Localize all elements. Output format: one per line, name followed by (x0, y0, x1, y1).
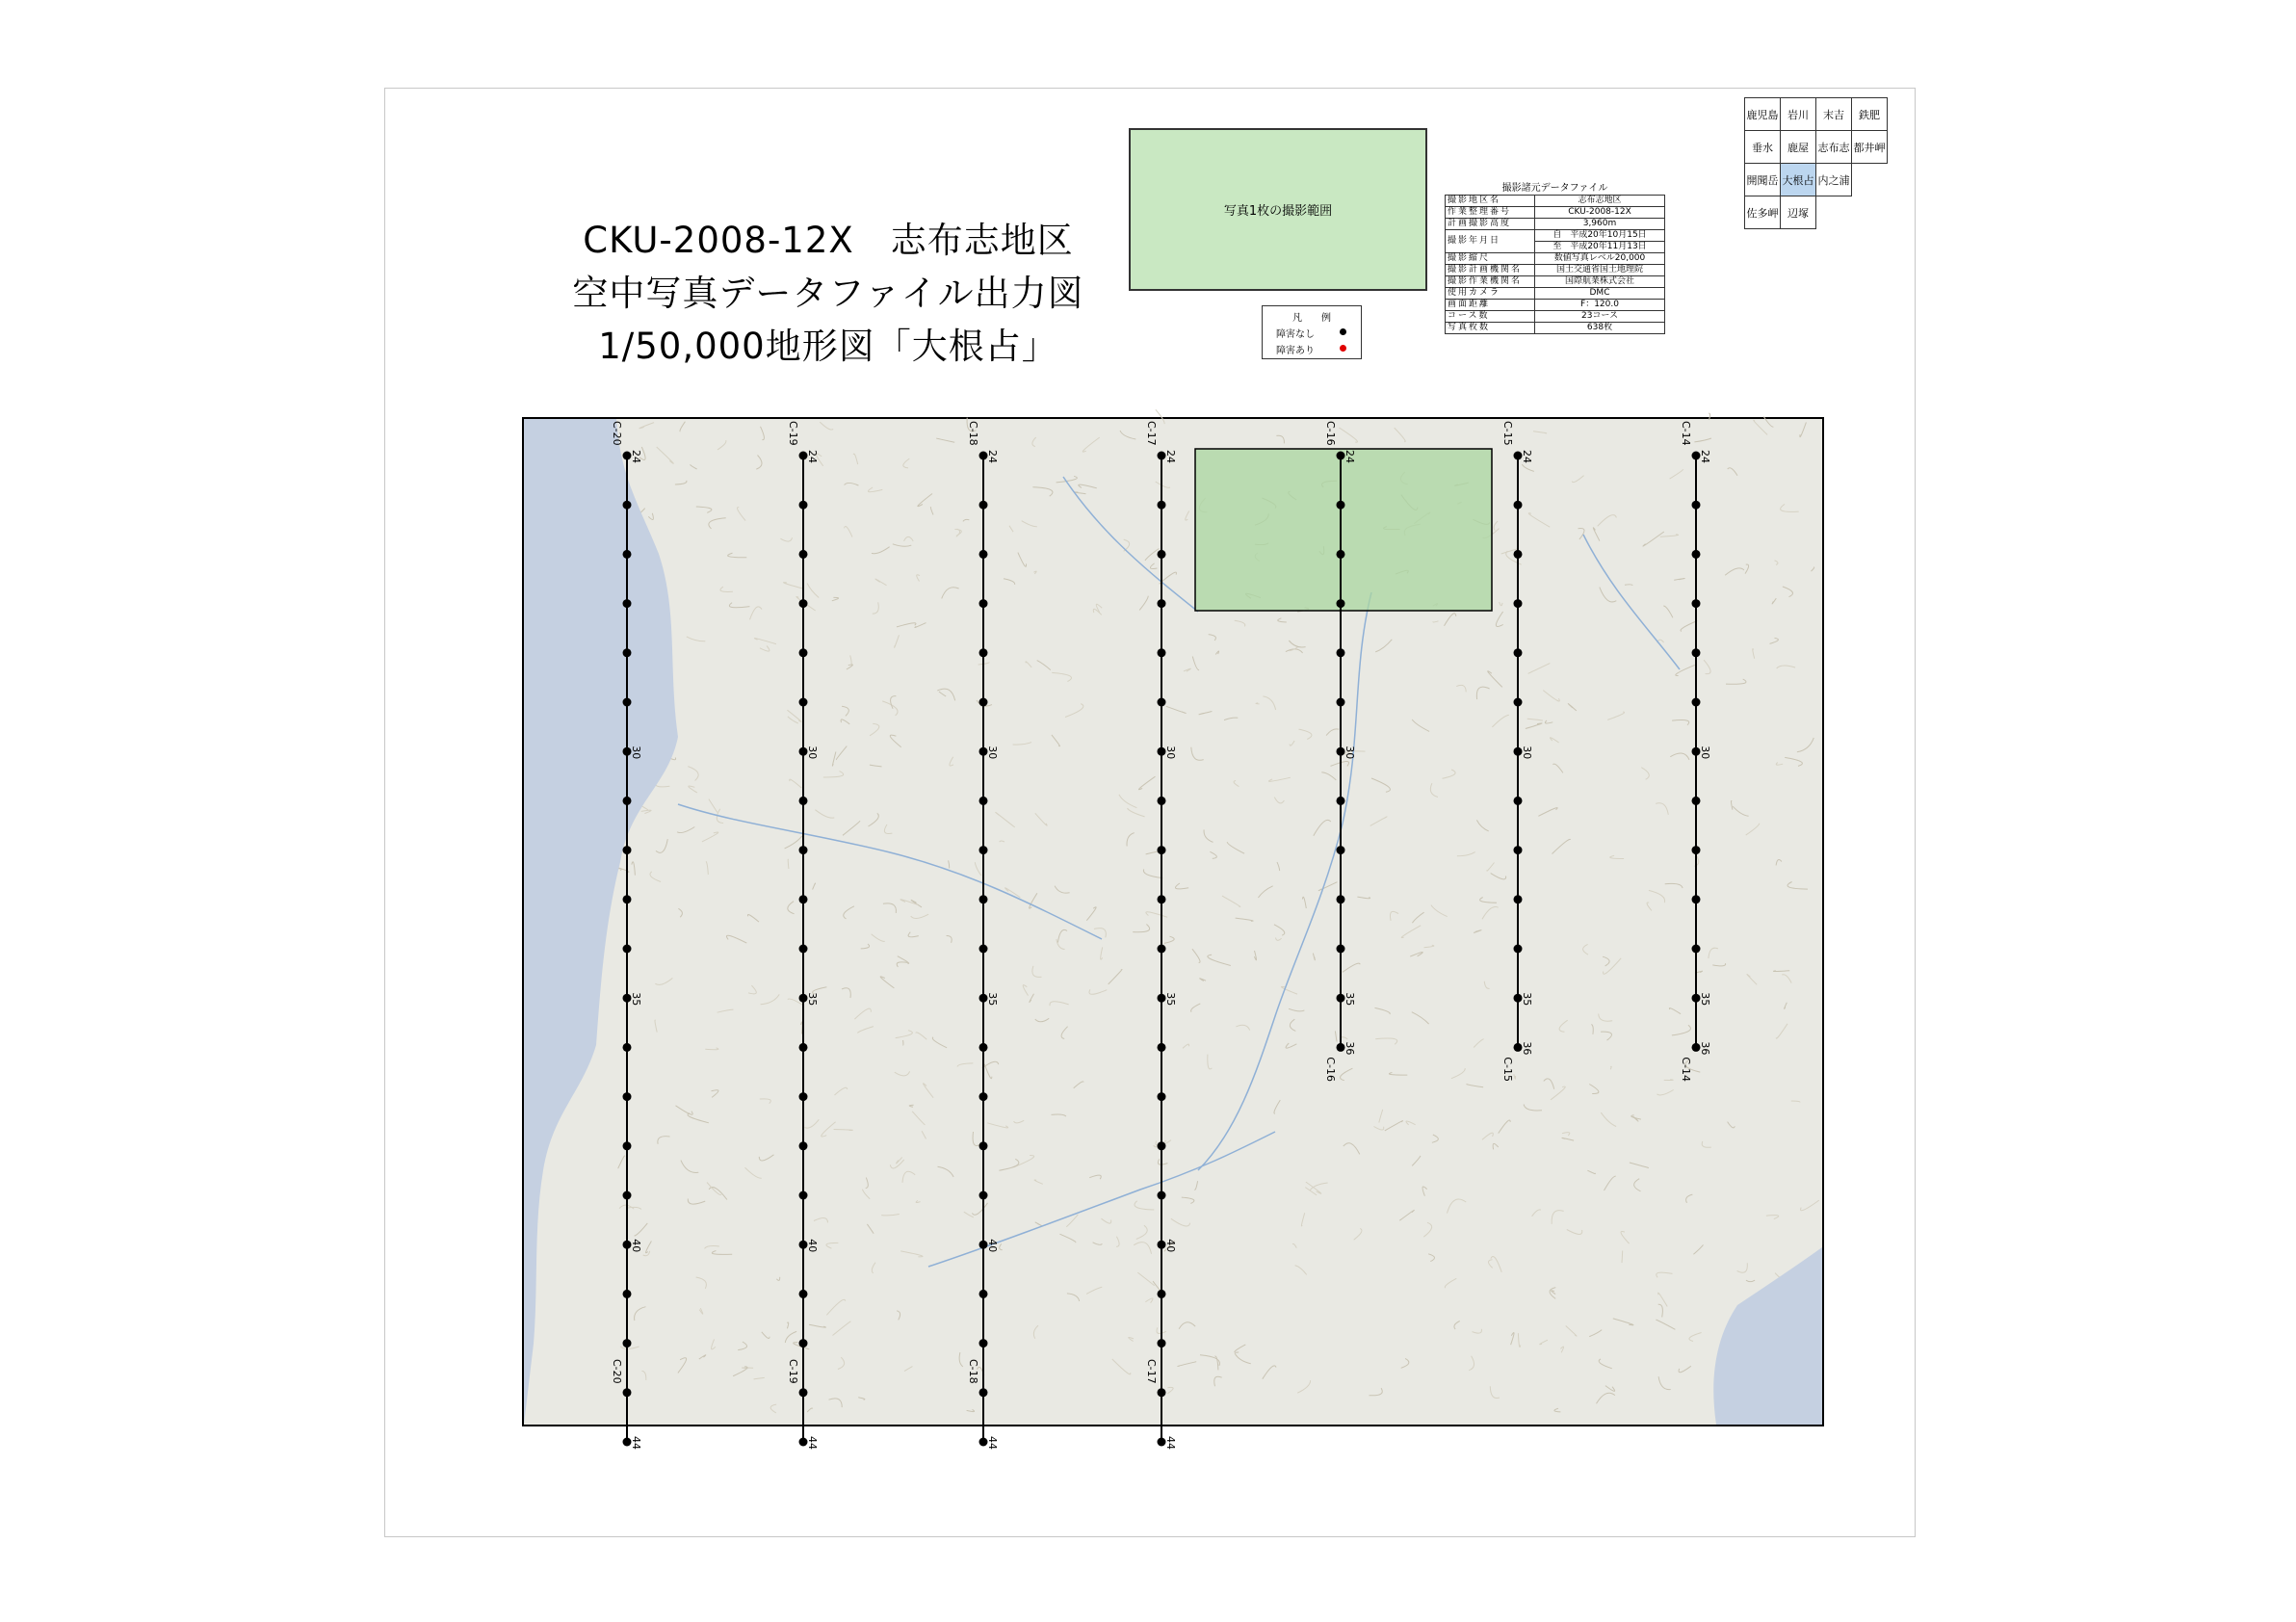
frame-number-label: 44 (986, 1436, 999, 1450)
legend-dot-red (1340, 345, 1346, 352)
photo-point (1158, 1191, 1166, 1200)
table-row (1446, 219, 1665, 230)
sheet-index-map (1744, 97, 1888, 229)
table-row (1446, 276, 1665, 288)
contour-line (1622, 1251, 1623, 1263)
table-row (1446, 300, 1665, 311)
metadata-key: 撮影地区名 (1446, 196, 1535, 207)
metadata-value: F：120.0 (1535, 300, 1665, 311)
photo-point (1158, 797, 1166, 805)
frame-number-label: 24 (986, 450, 999, 463)
course-name-top: C-14 (1680, 421, 1692, 446)
frame-number-label: 35 (986, 992, 999, 1007)
metadata-key: 作業整理番号 (1446, 207, 1535, 219)
course-name-top: C-15 (1501, 421, 1514, 446)
frame-number-label: 40 (806, 1239, 819, 1253)
frame-number-label: 36 (1521, 1041, 1533, 1056)
metadata-key: 写真枚数 (1446, 323, 1535, 334)
index-cell-current: 大根占 (1781, 164, 1816, 196)
photo-point (1158, 599, 1166, 608)
photo-point (1337, 945, 1345, 954)
photo-point (1514, 648, 1523, 657)
photo-point (1514, 698, 1523, 707)
photo-point (979, 648, 988, 657)
photo-footprint-on-map (1195, 449, 1492, 611)
course-name-bottom: C-20 (611, 1359, 623, 1384)
frame-number-label: 36 (1344, 1041, 1356, 1056)
metadata-key: 撮影年月日 (1446, 230, 1535, 253)
course-name-top: C-18 (967, 421, 979, 446)
frame-number-label: 40 (1164, 1239, 1177, 1253)
metadata-key: 画面距離 (1446, 300, 1535, 311)
metadata-value: 数値写真レベル20,000 (1535, 253, 1665, 265)
index-cell: 鹿屋 (1781, 131, 1816, 164)
course-name-bottom: C-15 (1501, 1057, 1514, 1083)
photo-point (623, 1339, 632, 1347)
photo-point (799, 1339, 808, 1347)
index-cell: 鹿児島 (1745, 98, 1781, 131)
photo-point (1514, 945, 1523, 954)
frame-number-label: 30 (806, 746, 819, 760)
frame-number-label: 24 (1164, 450, 1177, 463)
table-row (1446, 311, 1665, 323)
photo-point (623, 1388, 632, 1397)
photo-point (1692, 550, 1701, 559)
metadata-value: DMC (1535, 288, 1665, 300)
photo-point (623, 1191, 632, 1200)
photo-point (979, 550, 988, 559)
photo-point (1158, 1290, 1166, 1298)
frame-number-label: 30 (1344, 746, 1356, 760)
metadata-value: 3,960m (1535, 219, 1665, 230)
photo-point (1514, 797, 1523, 805)
photo-point (1158, 1092, 1166, 1101)
frame-number-label: 35 (1521, 992, 1533, 1007)
land-area (524, 419, 1822, 1425)
metadata-key: 撮影計画機関名 (1446, 265, 1535, 276)
metadata-key: 撮影縮尺 (1446, 253, 1535, 265)
photo-point (1158, 846, 1166, 854)
table-row (1446, 288, 1665, 300)
photo-point (1158, 1388, 1166, 1397)
photo-point (979, 1141, 988, 1150)
photo-point (1337, 550, 1345, 559)
frame-number-label: 30 (986, 746, 999, 760)
photo-point (623, 1290, 632, 1298)
photo-point (799, 501, 808, 510)
metadata-value: 国土交通省国土地理院 (1535, 265, 1665, 276)
photo-point (799, 1141, 808, 1150)
photo-point (623, 1092, 632, 1101)
frame-number-label: 44 (630, 1436, 642, 1450)
frame-number-label: 35 (806, 992, 819, 1007)
course-name-bottom: C-16 (1324, 1057, 1337, 1083)
index-cell: 志布志 (1816, 131, 1852, 164)
title-line-2: 空中写真データファイル出力図 (572, 273, 1084, 314)
course-name-top: C-20 (611, 421, 623, 446)
legend-header: 凡 例 (1292, 313, 1331, 324)
photo-footprint-sample (1129, 128, 1427, 291)
photo-point (979, 1043, 988, 1052)
photo-point (1692, 599, 1701, 608)
frame-number-label: 35 (1344, 992, 1356, 1007)
photo-point (799, 846, 808, 854)
photo-point (1337, 895, 1345, 903)
photo-point (623, 895, 632, 903)
index-cell: 岩川 (1781, 98, 1816, 131)
index-cell: 鉄肥 (1852, 98, 1888, 131)
photo-point (1158, 1339, 1166, 1347)
frame-number-label: 44 (1164, 1436, 1177, 1450)
index-cell: 佐多岬 (1745, 196, 1781, 229)
course-name-top: C-19 (787, 421, 799, 446)
photo-point (979, 1191, 988, 1200)
photo-point (979, 1388, 988, 1397)
photo-point (1692, 895, 1701, 903)
metadata-key: 計画撮影高度 (1446, 219, 1535, 230)
photo-point (1692, 501, 1701, 510)
metadata-value: 志布志地区 (1535, 196, 1665, 207)
legend (1262, 305, 1362, 359)
title-line-3: 1/50,000地形図「大根占」 (598, 326, 1058, 367)
index-cell-empty (1852, 164, 1888, 196)
photo-point (799, 698, 808, 707)
metadata-table (1445, 183, 1665, 334)
index-cell: 垂水 (1745, 131, 1781, 164)
index-cell-empty (1816, 196, 1852, 229)
photo-point (1514, 550, 1523, 559)
photo-point (1514, 895, 1523, 903)
photo-point (799, 797, 808, 805)
table-row (1446, 323, 1665, 334)
photo-point (1337, 698, 1345, 707)
frame-number-label: 30 (630, 746, 642, 760)
photo-point (1337, 648, 1345, 657)
frame-number-label: 35 (1699, 992, 1711, 1007)
legend-label-no-obstacle: 障害なし (1276, 329, 1315, 340)
photo-point (799, 648, 808, 657)
photo-point (1514, 501, 1523, 510)
metadata-value: 638枚 (1535, 323, 1665, 334)
photo-point (1158, 895, 1166, 903)
metadata-value: 国際航業株式会社 (1535, 276, 1665, 288)
course-name-bottom: C-18 (967, 1359, 979, 1384)
metadata-value: 自 平成20年10月15日 (1535, 230, 1665, 242)
index-cell: 末吉 (1816, 98, 1852, 131)
frame-number-label: 35 (1164, 992, 1177, 1007)
course-name-bottom: C-19 (787, 1359, 799, 1384)
index-cell: 内之浦 (1816, 164, 1852, 196)
photo-point (979, 698, 988, 707)
metadata-key: 使用カメラ (1446, 288, 1535, 300)
legend-label-obstacle: 障害あり (1276, 346, 1315, 356)
photo-point (1337, 599, 1345, 608)
course-name-bottom: C-14 (1680, 1057, 1692, 1083)
frame-number-label: 36 (1699, 1041, 1711, 1056)
metadata-key: 撮影作業機関名 (1446, 276, 1535, 288)
photo-point (799, 599, 808, 608)
photo-point (1692, 648, 1701, 657)
photo-point (1337, 501, 1345, 510)
frame-number-label: 35 (630, 992, 642, 1007)
photo-point (623, 797, 632, 805)
footprint-label: 写真1枚の撮影範囲 (1223, 204, 1333, 219)
photo-point (979, 797, 988, 805)
photo-point (799, 945, 808, 954)
table-row (1446, 196, 1665, 207)
photo-point (979, 1092, 988, 1101)
frame-number-label: 40 (630, 1239, 642, 1253)
photo-point (1158, 648, 1166, 657)
frame-number-label: 40 (986, 1239, 999, 1253)
photo-point (623, 1141, 632, 1150)
course-name-top: C-16 (1324, 421, 1337, 446)
frame-number-label: 30 (1164, 746, 1177, 760)
photo-point (623, 945, 632, 954)
metadata-value: 至 平成20年11月13日 (1535, 242, 1665, 253)
frame-number-label: 24 (1699, 450, 1711, 463)
metadata-key: コース数 (1446, 311, 1535, 323)
photo-point (1692, 846, 1701, 854)
photo-point (623, 1043, 632, 1052)
photo-point (1158, 501, 1166, 510)
frame-number-label: 24 (630, 450, 642, 463)
metadata-value: 23コース (1535, 311, 1665, 323)
frame-number-label: 24 (1521, 450, 1533, 463)
photo-point (1514, 599, 1523, 608)
photo-point (1337, 797, 1345, 805)
metadata-caption: 撮影諸元データファイル (1501, 183, 1608, 194)
photo-point (799, 1191, 808, 1200)
photo-point (1158, 1043, 1166, 1052)
photo-point (799, 895, 808, 903)
photo-point (799, 1388, 808, 1397)
frame-number-label: 24 (806, 450, 819, 463)
photo-point (979, 1290, 988, 1298)
photo-point (623, 698, 632, 707)
frame-number-label: 24 (1344, 450, 1356, 463)
photo-point (623, 599, 632, 608)
frame-number-label: 30 (1521, 746, 1533, 760)
index-cell: 辺塚 (1781, 196, 1816, 229)
photo-point (979, 501, 988, 510)
photo-point (623, 846, 632, 854)
index-cell-empty (1852, 196, 1888, 229)
metadata-value: CKU-2008-12X (1535, 207, 1665, 219)
photo-point (799, 1290, 808, 1298)
photo-point (979, 599, 988, 608)
table-row (1446, 230, 1665, 242)
legend-dot-black (1340, 328, 1346, 335)
frame-number-label: 44 (806, 1436, 819, 1450)
topographic-map (522, 417, 1824, 1450)
photo-point (979, 895, 988, 903)
photo-point (1158, 945, 1166, 954)
map-canvas (524, 419, 1822, 1450)
photo-point (623, 501, 632, 510)
photo-point (1692, 945, 1701, 954)
table-row (1446, 253, 1665, 265)
photo-point (1158, 698, 1166, 707)
photo-point (979, 1339, 988, 1347)
photo-point (1692, 797, 1701, 805)
frame-number-label: 30 (1699, 746, 1711, 760)
photo-point (1158, 550, 1166, 559)
photo-point (623, 550, 632, 559)
table-row (1446, 265, 1665, 276)
title-line-1: CKU-2008-12X 志布志地区 (583, 220, 1074, 261)
photo-point (1158, 1141, 1166, 1150)
course-name-top: C-17 (1145, 421, 1158, 446)
index-cell: 開聞岳 (1745, 164, 1781, 196)
course-name-bottom: C-17 (1145, 1359, 1158, 1384)
photo-point (799, 1092, 808, 1101)
photo-point (799, 550, 808, 559)
photo-point (1514, 846, 1523, 854)
index-cell: 都井岬 (1852, 131, 1888, 164)
table-row (1446, 207, 1665, 219)
photo-point (623, 648, 632, 657)
photo-point (979, 846, 988, 854)
photo-point (1692, 698, 1701, 707)
photo-point (979, 945, 988, 954)
photo-point (1337, 846, 1345, 854)
photo-point (799, 1043, 808, 1052)
